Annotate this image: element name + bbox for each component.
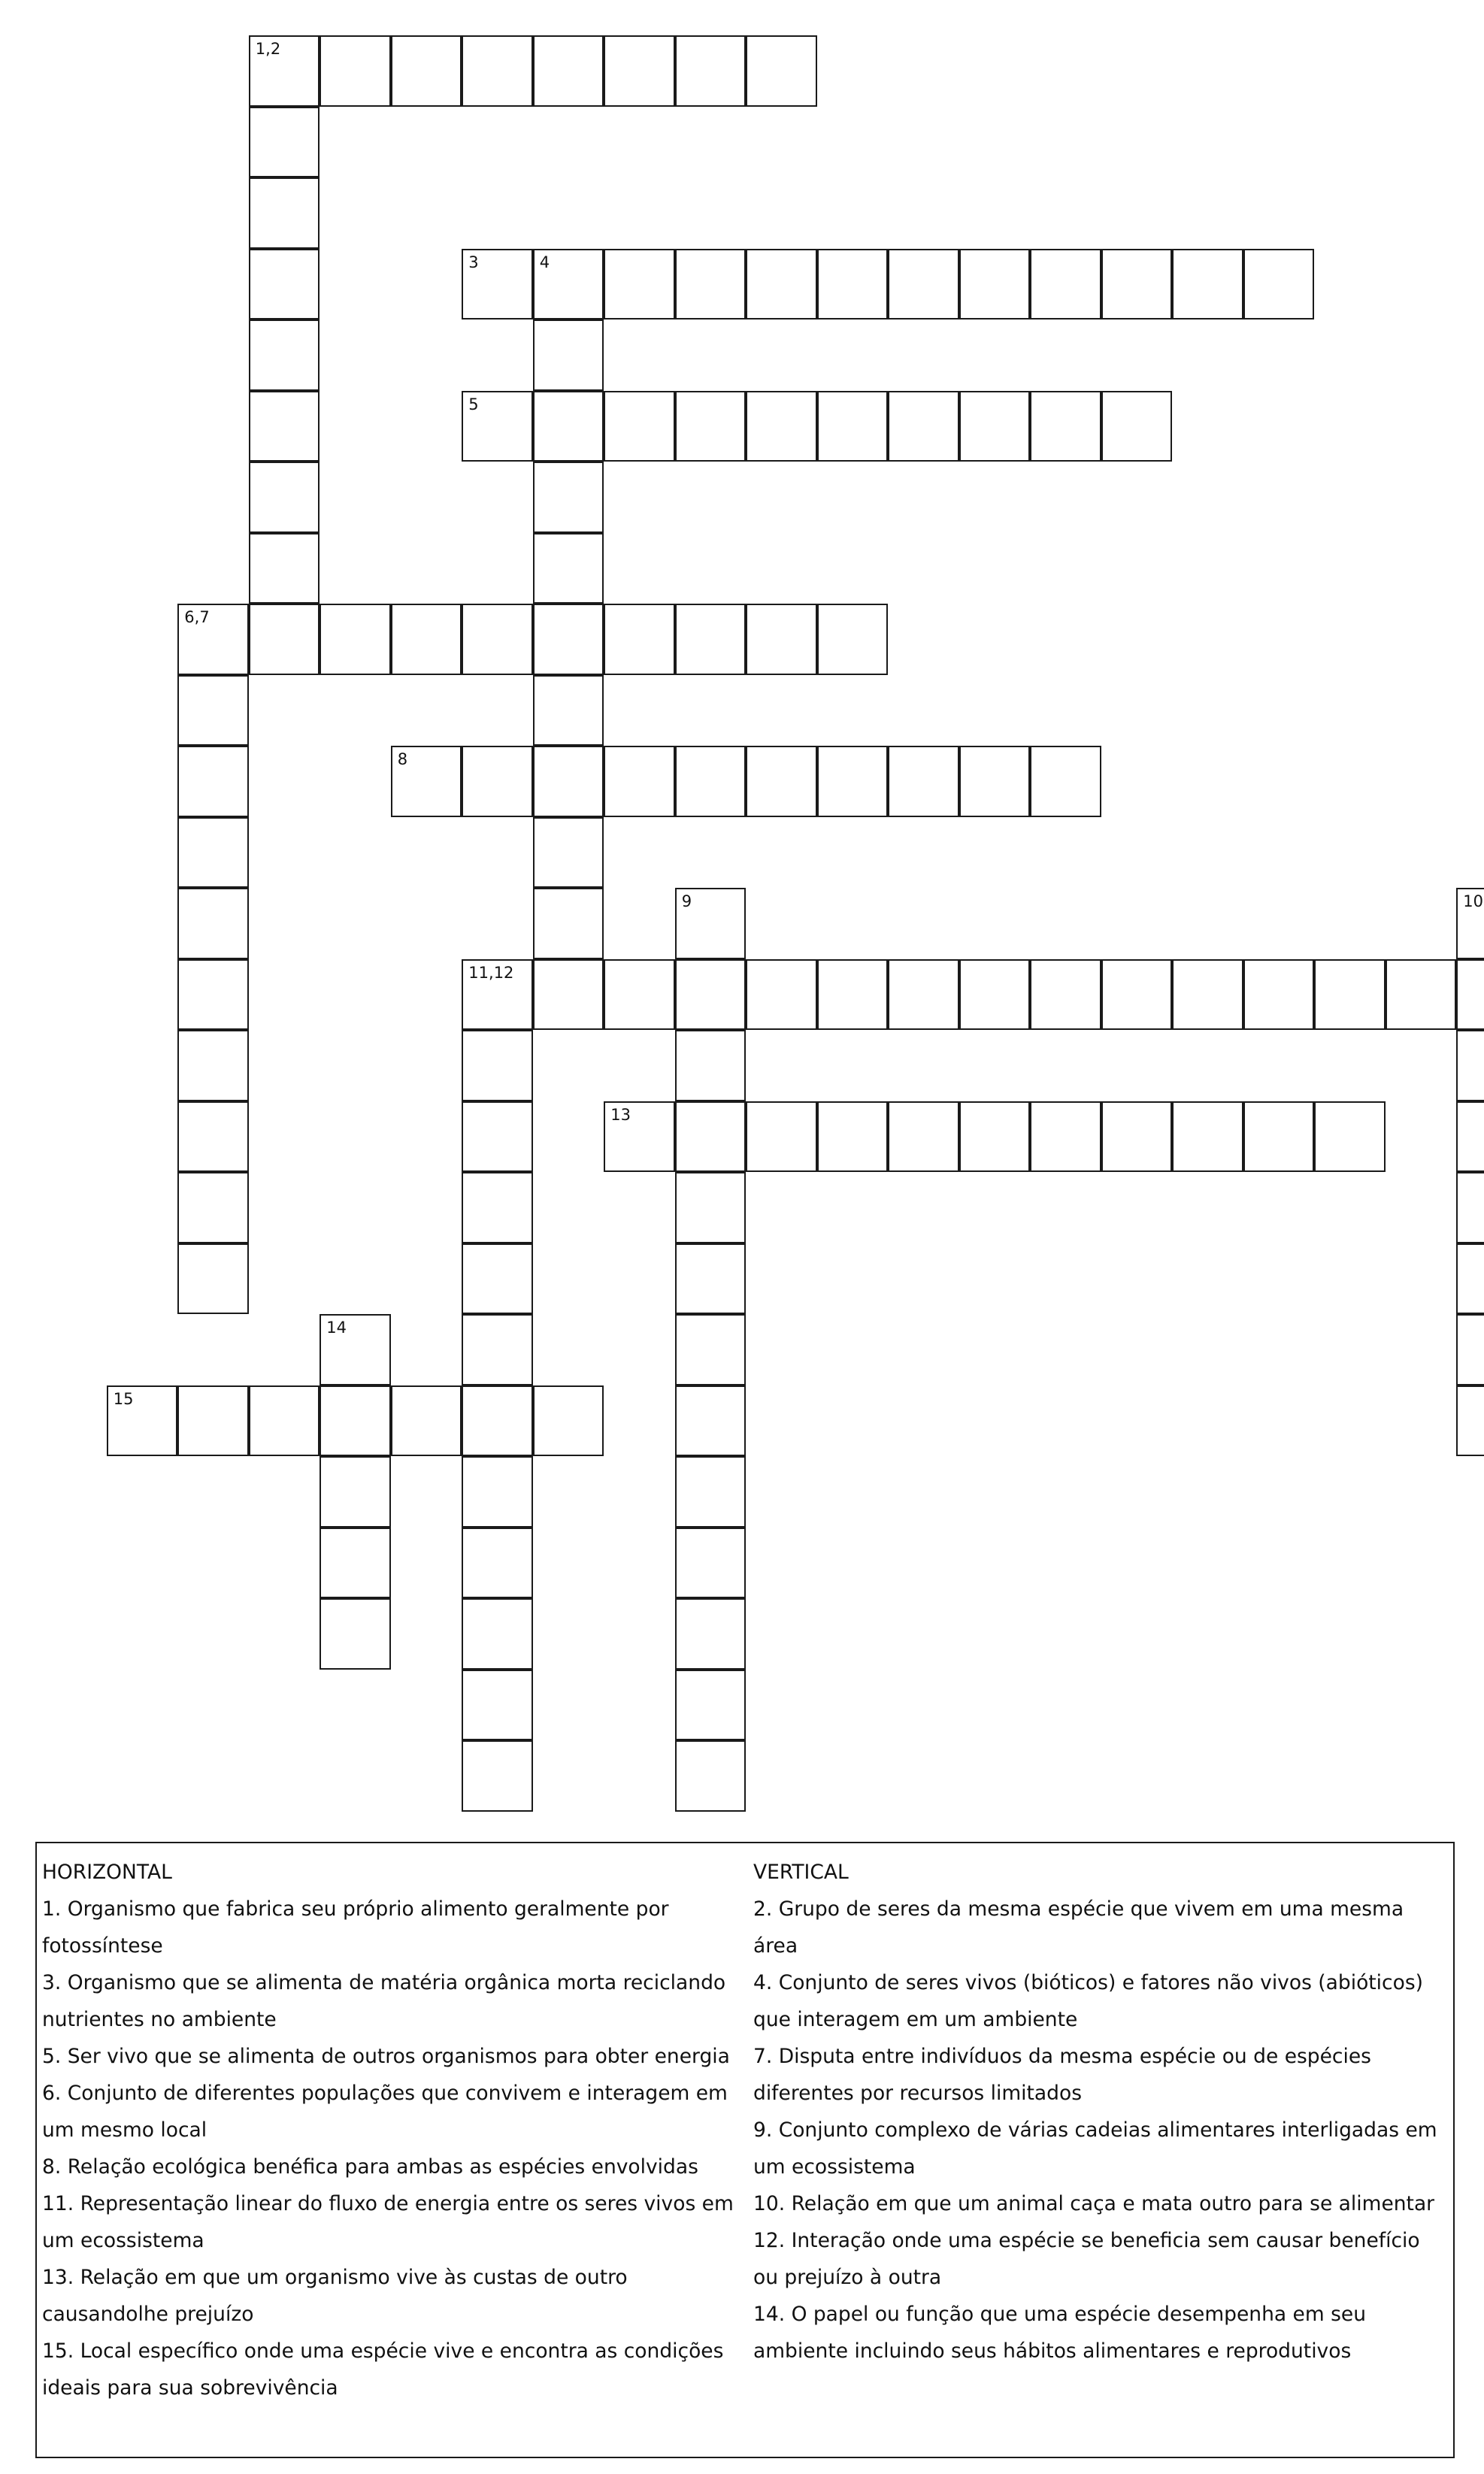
clue-number: 8 bbox=[397, 750, 408, 768]
grid-cell[interactable] bbox=[675, 1101, 747, 1173]
grid-cell[interactable] bbox=[1101, 391, 1173, 462]
grid-cell[interactable] bbox=[249, 35, 320, 107]
clue-line: 13. Relação em que um organismo vive às custas de outro bbox=[42, 2266, 628, 2289]
clue-number: 9 bbox=[681, 892, 692, 910]
grid-cell[interactable] bbox=[249, 177, 320, 249]
grid-cell[interactable] bbox=[249, 604, 320, 675]
grid-cell[interactable] bbox=[1456, 1385, 1484, 1457]
clue-line: um ecossistema bbox=[753, 2155, 916, 2179]
grid-cell[interactable] bbox=[249, 533, 320, 604]
grid-cell[interactable] bbox=[391, 1385, 462, 1457]
grid-cell[interactable] bbox=[320, 35, 391, 107]
grid-cell[interactable] bbox=[675, 959, 747, 1031]
grid-cell[interactable] bbox=[1456, 1243, 1484, 1315]
grid-cell[interactable] bbox=[462, 1172, 533, 1243]
clue-line: 1. Organismo que fabrica seu próprio alimento geralmente por bbox=[42, 1897, 669, 1921]
clue-number: 5 bbox=[468, 395, 479, 413]
grid-cell[interactable] bbox=[888, 1101, 959, 1173]
grid-cell[interactable] bbox=[533, 604, 604, 675]
clue-line: 5. Ser vivo que se alimenta de outros organismos para obter energia bbox=[42, 2045, 730, 2068]
grid-cell[interactable] bbox=[391, 604, 462, 675]
grid-cell[interactable] bbox=[177, 1172, 249, 1243]
grid-cell[interactable] bbox=[604, 746, 675, 817]
clue-line: 7. Disputa entre indivíduos da mesma espécie ou de espécies bbox=[753, 2045, 1371, 2068]
clue-line: 11. Representação linear do fluxo de energia entre os seres vivos em bbox=[42, 2192, 734, 2215]
grid-cell[interactable] bbox=[462, 1598, 533, 1670]
grid-cell[interactable] bbox=[533, 959, 604, 1031]
grid-cell[interactable] bbox=[462, 746, 533, 817]
grid-cell[interactable] bbox=[888, 249, 959, 320]
grid-cell[interactable] bbox=[533, 888, 604, 959]
clue-line: 15. Local específico onde uma espécie vive e encontra as condições bbox=[42, 2339, 724, 2363]
grid-cell[interactable] bbox=[320, 1528, 391, 1599]
grid-cell[interactable] bbox=[249, 462, 320, 533]
grid-cell[interactable] bbox=[1456, 1314, 1484, 1385]
grid-cell[interactable] bbox=[1314, 959, 1386, 1031]
clue-line: diferentes por recursos limitados bbox=[753, 2082, 1083, 2105]
grid-cell[interactable] bbox=[746, 391, 817, 462]
grid-cell[interactable] bbox=[1172, 1101, 1243, 1173]
clue-line: fotossíntese bbox=[42, 1934, 163, 1958]
grid-cell[interactable] bbox=[959, 391, 1031, 462]
grid-cell[interactable] bbox=[462, 1740, 533, 1812]
grid-cell[interactable] bbox=[746, 746, 817, 817]
grid-cell[interactable] bbox=[1456, 959, 1484, 1031]
vertical-heading: VERTICAL bbox=[753, 1861, 849, 1884]
grid-cell[interactable] bbox=[533, 319, 604, 391]
grid-cell[interactable] bbox=[675, 1670, 747, 1741]
grid-cell[interactable] bbox=[888, 959, 959, 1031]
grid-cell[interactable] bbox=[675, 1243, 747, 1315]
grid-cell[interactable] bbox=[177, 1101, 249, 1173]
clue-line: um mesmo local bbox=[42, 2118, 207, 2142]
grid-cell[interactable] bbox=[249, 391, 320, 462]
clue-number: 11,12 bbox=[468, 963, 514, 982]
grid-cell[interactable] bbox=[959, 249, 1031, 320]
grid-cell[interactable] bbox=[675, 1528, 747, 1599]
grid-cell[interactable] bbox=[462, 604, 533, 675]
grid-cell[interactable] bbox=[817, 746, 889, 817]
clue-number: 3 bbox=[468, 253, 479, 271]
grid-cell[interactable] bbox=[177, 888, 249, 959]
grid-cell[interactable] bbox=[533, 391, 604, 462]
grid-cell[interactable] bbox=[1243, 249, 1315, 320]
grid-cell[interactable] bbox=[462, 1101, 533, 1173]
clue-line: 9. Conjunto complexo de várias cadeias alimentares interligadas em bbox=[753, 2118, 1437, 2142]
grid-cell[interactable] bbox=[1030, 746, 1101, 817]
clue-number: 6,7 bbox=[184, 608, 210, 626]
grid-cell[interactable] bbox=[888, 746, 959, 817]
clue-line: 14. O papel ou função que uma espécie desempenha em seu bbox=[753, 2303, 1367, 2326]
grid-cell[interactable] bbox=[604, 391, 675, 462]
grid-cell[interactable] bbox=[675, 1598, 747, 1670]
clue-line: 4. Conjunto de seres vivos (bióticos) e fatores não vivos (abióticos) bbox=[753, 1971, 1423, 1994]
grid-cell[interactable] bbox=[533, 533, 604, 604]
grid-cell[interactable] bbox=[604, 959, 675, 1031]
clue-line: 6. Conjunto de diferentes populações que convivem e interagem em bbox=[42, 2082, 728, 2105]
grid-cell[interactable] bbox=[675, 35, 747, 107]
clue-number: 1,2 bbox=[255, 40, 281, 58]
grid-cell[interactable] bbox=[462, 35, 533, 107]
vertical-clues bbox=[753, 1854, 1452, 2370]
grid-cell[interactable] bbox=[817, 249, 889, 320]
grid-cell[interactable] bbox=[177, 1243, 249, 1315]
grid-cell[interactable] bbox=[604, 604, 675, 675]
grid-cell[interactable] bbox=[320, 1314, 391, 1385]
clue-number: 13 bbox=[610, 1105, 631, 1124]
grid-cell[interactable] bbox=[320, 1598, 391, 1670]
horizontal-clues bbox=[42, 1854, 745, 2406]
grid-cell[interactable] bbox=[533, 462, 604, 533]
grid-cell[interactable] bbox=[604, 249, 675, 320]
clue-line: ou prejuízo à outra bbox=[753, 2266, 942, 2289]
grid-cell[interactable] bbox=[675, 1385, 747, 1457]
grid-cell[interactable] bbox=[462, 1243, 533, 1315]
grid-cell[interactable] bbox=[462, 1314, 533, 1385]
grid-cell[interactable] bbox=[1456, 1030, 1484, 1101]
grid-cell[interactable] bbox=[249, 1385, 320, 1457]
grid-cell[interactable] bbox=[746, 959, 817, 1031]
grid-cell[interactable] bbox=[959, 746, 1031, 817]
grid-cell[interactable] bbox=[1030, 1101, 1101, 1173]
grid-cell[interactable] bbox=[462, 1456, 533, 1528]
grid-cell[interactable] bbox=[1172, 959, 1243, 1031]
clue-number: 4 bbox=[539, 253, 550, 271]
grid-cell[interactable] bbox=[320, 1385, 391, 1457]
grid-cell[interactable] bbox=[177, 746, 249, 817]
grid-cell[interactable] bbox=[675, 1172, 747, 1243]
horizontal-heading: HORIZONTAL bbox=[42, 1861, 172, 1884]
grid-cell[interactable] bbox=[675, 1030, 747, 1101]
clue-line: nutrientes no ambiente bbox=[42, 2008, 277, 2031]
grid-cell[interactable] bbox=[817, 959, 889, 1031]
grid-cell[interactable] bbox=[177, 817, 249, 889]
grid-cell[interactable] bbox=[1101, 1101, 1173, 1173]
grid-cell[interactable] bbox=[675, 1740, 747, 1812]
grid-cell[interactable] bbox=[462, 1030, 533, 1101]
grid-cell[interactable] bbox=[462, 391, 533, 462]
grid-cell[interactable] bbox=[817, 391, 889, 462]
grid-cell[interactable] bbox=[533, 249, 604, 320]
grid-cell[interactable] bbox=[391, 746, 462, 817]
grid-cell[interactable] bbox=[1243, 1101, 1315, 1173]
clue-line: 3. Organismo que se alimenta de matéria orgânica morta reciclando bbox=[42, 1971, 726, 1994]
grid-cell[interactable] bbox=[107, 1385, 178, 1457]
grid-cell[interactable] bbox=[391, 35, 462, 107]
grid-cell[interactable] bbox=[1101, 959, 1173, 1031]
clue-line: 12. Interação onde uma espécie se beneficia sem causar benefício bbox=[753, 2229, 1420, 2252]
grid-cell[interactable] bbox=[604, 1101, 675, 1173]
grid-cell[interactable] bbox=[462, 1528, 533, 1599]
grid-cell[interactable] bbox=[1243, 959, 1315, 1031]
grid-cell[interactable] bbox=[320, 604, 391, 675]
grid-cell[interactable] bbox=[533, 817, 604, 889]
grid-cell[interactable] bbox=[675, 391, 747, 462]
grid-cell[interactable] bbox=[1314, 1101, 1386, 1173]
grid-cell[interactable] bbox=[746, 35, 817, 107]
grid-cell[interactable] bbox=[604, 35, 675, 107]
grid-cell[interactable] bbox=[817, 1101, 889, 1173]
grid-cell[interactable] bbox=[675, 1314, 747, 1385]
grid-cell[interactable] bbox=[249, 107, 320, 178]
grid-cell[interactable] bbox=[177, 604, 249, 675]
grid-cell[interactable] bbox=[533, 746, 604, 817]
grid-cell[interactable] bbox=[959, 959, 1031, 1031]
clue-line: 8. Relação ecológica benéfica para ambas as espécies envolvidas bbox=[42, 2155, 698, 2179]
clue-line: ambiente incluindo seus hábitos alimentares e reprodutivos bbox=[753, 2339, 1352, 2363]
grid-cell[interactable] bbox=[533, 675, 604, 746]
clue-line: que interagem em um ambiente bbox=[753, 2008, 1078, 2031]
clue-line: um ecossistema bbox=[42, 2229, 204, 2252]
grid-cell[interactable] bbox=[1456, 1172, 1484, 1243]
grid-cell[interactable] bbox=[177, 1030, 249, 1101]
grid-cell[interactable] bbox=[1386, 959, 1457, 1031]
grid-cell[interactable] bbox=[462, 959, 533, 1031]
grid-cell[interactable] bbox=[533, 35, 604, 107]
grid-cell[interactable] bbox=[888, 391, 959, 462]
grid-cell[interactable] bbox=[533, 1385, 604, 1457]
grid-cell[interactable] bbox=[1101, 249, 1173, 320]
grid-cell[interactable] bbox=[746, 604, 817, 675]
clue-number: 10 bbox=[1463, 892, 1484, 910]
clue-line: causandolhe prejuízo bbox=[42, 2303, 254, 2326]
grid-cell[interactable] bbox=[177, 675, 249, 746]
grid-cell[interactable] bbox=[1172, 249, 1243, 320]
grid-cell[interactable] bbox=[462, 1670, 533, 1741]
clues-box bbox=[35, 1842, 1455, 2458]
grid-cell[interactable] bbox=[1030, 959, 1101, 1031]
grid-cell[interactable] bbox=[675, 249, 747, 320]
grid-cell[interactable] bbox=[177, 959, 249, 1031]
grid-cell[interactable] bbox=[249, 249, 320, 320]
clue-number: 14 bbox=[326, 1319, 347, 1337]
grid-cell[interactable] bbox=[817, 604, 889, 675]
grid-cell[interactable] bbox=[675, 1456, 747, 1528]
grid-cell[interactable] bbox=[1030, 249, 1101, 320]
grid-cell[interactable] bbox=[675, 604, 747, 675]
grid-cell[interactable] bbox=[746, 249, 817, 320]
grid-cell[interactable] bbox=[249, 319, 320, 391]
clue-number: 15 bbox=[113, 1389, 134, 1408]
grid-cell[interactable] bbox=[1456, 888, 1484, 959]
grid-cell[interactable] bbox=[1456, 1101, 1484, 1173]
clue-line: 2. Grupo de seres da mesma espécie que vivem em uma mesma área bbox=[753, 1897, 1404, 1958]
grid-cell[interactable] bbox=[959, 1101, 1031, 1173]
grid-cell[interactable] bbox=[675, 746, 747, 817]
grid-cell[interactable] bbox=[675, 888, 747, 959]
grid-cell[interactable] bbox=[462, 249, 533, 320]
clue-line: 10. Relação em que um animal caça e mata outro para se alimentar bbox=[753, 2192, 1435, 2215]
grid-cell[interactable] bbox=[177, 1385, 249, 1457]
grid-cell[interactable] bbox=[746, 1101, 817, 1173]
clue-line: ideais para sua sobrevivência bbox=[42, 2376, 338, 2400]
grid-cell[interactable] bbox=[462, 1385, 533, 1457]
grid-cell[interactable] bbox=[320, 1456, 391, 1528]
grid-cell[interactable] bbox=[1030, 391, 1101, 462]
